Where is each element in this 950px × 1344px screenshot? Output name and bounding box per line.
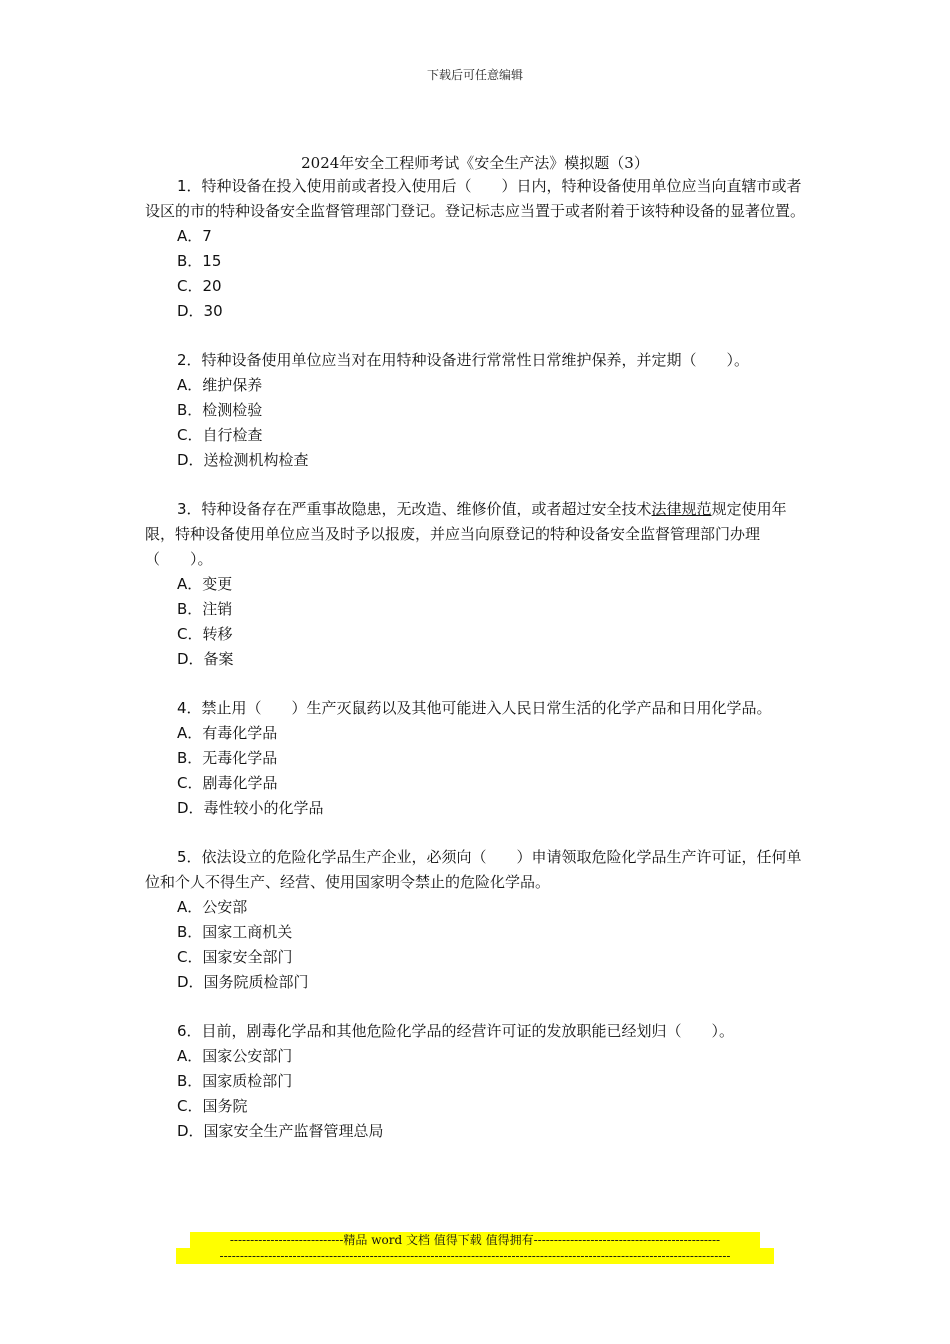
- option-a: A．维护保养: [177, 376, 263, 394]
- option-c: C．剧毒化学品: [177, 774, 278, 792]
- question-stem: 1．特种设备在投入使用前或者投入使用后（ ）日内，特种设备使用单位应当向直辖市或者设区的市的特种设备安全监督管理部门登记。登记标志应当置于或者附着于该特种设备的显著位置。: [145, 177, 806, 220]
- footer-banner-line-1: ----------------------------精品 word 文档 值得下载 值得拥有----------------------------------------------: [190, 1232, 760, 1248]
- law-link[interactable]: 法律规范: [651, 500, 712, 518]
- question-6: [145, 1019, 810, 1144]
- option-c: C．转移: [177, 625, 233, 643]
- option-b: B．15: [177, 252, 222, 270]
- option-a: A．变更: [177, 575, 233, 593]
- question-stem: 2．特种设备使用单位应当对在用特种设备进行常常性日常维护保养，并定期（ ）。: [177, 351, 750, 369]
- option-c: C．20: [177, 277, 222, 295]
- option-c: C．国家安全部门: [177, 948, 293, 966]
- option-a: A．公安部: [177, 898, 248, 916]
- question-stem: 4．禁止用（ ）生产灭鼠药以及其他可能进入人民日常生活的化学产品和日用化学品。: [177, 699, 772, 717]
- question-2: [145, 348, 810, 473]
- page-header: 下载后可任意编辑: [426, 68, 523, 82]
- option-d: D．30: [177, 302, 223, 320]
- stem-text-after: 规定使用年限，特种设备使用单位应当及时予以报废，并应当向原登记的特种设备安全监督管理部门办理（ ）。: [145, 500, 787, 568]
- option-d: D．毒性较小的化学品: [177, 799, 324, 817]
- option-b: B．检测检验: [177, 401, 263, 419]
- option-d: D．备案: [177, 650, 234, 668]
- option-a: A．国家公安部门: [177, 1047, 293, 1065]
- option-b: B．国家质检部门: [177, 1072, 293, 1090]
- question-stem: 5．依法设立的危险化学品生产企业，必须向（ ）申请领取危险化学品生产许可证，任何单位和个人不得生产、经营、使用国家明令禁止的危险化学品。: [145, 848, 802, 891]
- question-5: [145, 845, 810, 995]
- option-c: C．自行检查: [177, 426, 263, 444]
- question-stem: [145, 497, 810, 572]
- question-1: [145, 174, 810, 324]
- option-a: A．7: [177, 227, 212, 245]
- footer-banner-line-2: ------------------------------------------------------------------------------------------------------------------------------: [176, 1248, 774, 1264]
- option-d: D．国务院质检部门: [177, 973, 309, 991]
- option-b: B．注销: [177, 600, 233, 618]
- option-d: D．国家安全生产监督管理总局: [177, 1122, 384, 1140]
- stem-text-before: 3．特种设备存在严重事故隐患，无改造、维修价值，或者超过安全技术: [177, 500, 652, 518]
- option-b: B．无毒化学品: [177, 749, 278, 767]
- question-4: [145, 696, 810, 821]
- question-stem: 6．目前，剧毒化学品和其他危险化学品的经营许可证的发放职能已经划归（ ）。: [177, 1022, 735, 1040]
- document-title: 2024年安全工程师考试《安全生产法》模拟题（3）: [301, 154, 649, 172]
- document-body: [145, 174, 810, 1168]
- option-c: C．国务院: [177, 1097, 248, 1115]
- question-3: [145, 497, 810, 672]
- option-a: A．有毒化学品: [177, 724, 278, 742]
- option-b: B．国家工商机关: [177, 923, 293, 941]
- option-d: D．送检测机构检查: [177, 451, 309, 469]
